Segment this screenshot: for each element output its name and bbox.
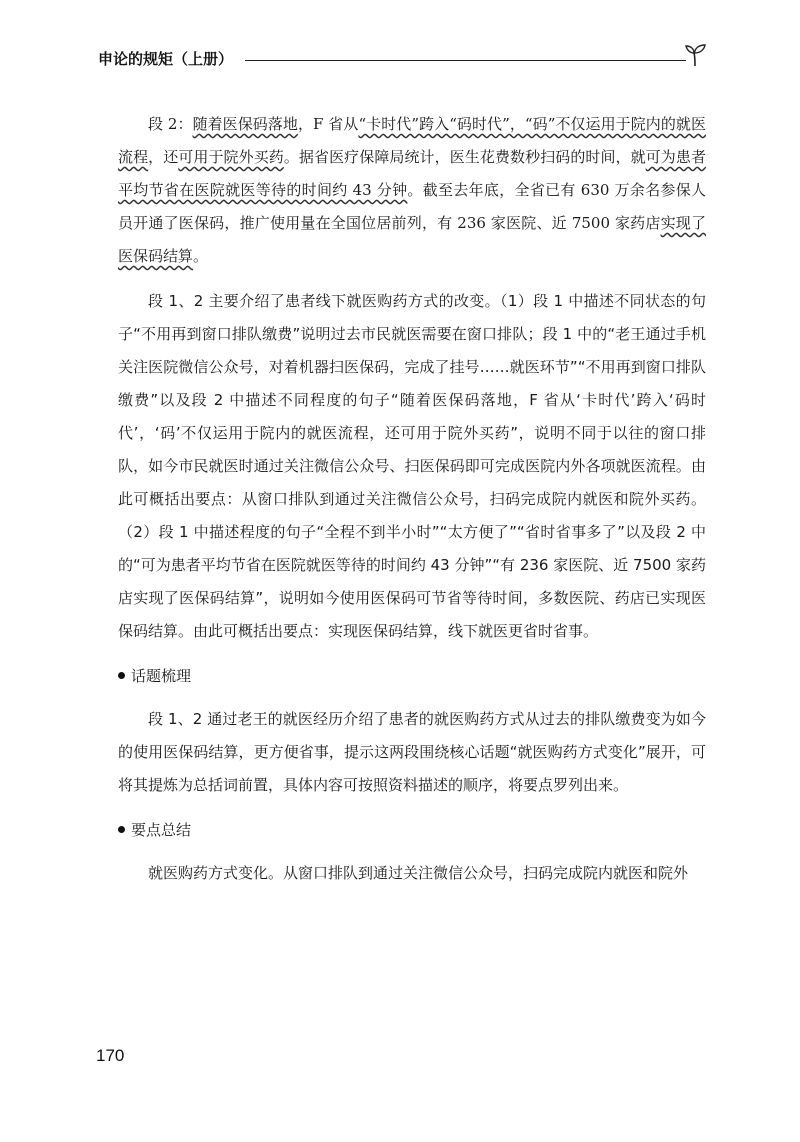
section-heading-summary <box>118 814 706 847</box>
underlined-phrase: 实现了医保码结算 <box>118 214 706 265</box>
bullet-icon <box>118 672 125 679</box>
plain-text: ，F 省从 <box>298 115 359 133</box>
running-header <box>98 42 708 72</box>
underlined-phrase: 可用于院外买药 <box>178 148 284 166</box>
paragraph-label: 段 2： <box>148 115 193 133</box>
plain-text: 。截至去年底，全省已有 630 万余名参保人员开通了医保码，推广使用量在全国位居前列，有 236 家医院、近 7500 家药店 <box>118 181 707 232</box>
underlined-phrase: 随着医保码落地 <box>192 115 298 133</box>
analysis-paragraph: 段 1、2 主要介绍了患者线下就医购药方式的改变。（1）段 1 中描述不同状态的句子“不用再到窗口排队缴费”说明过去市民就医需要在窗口排队；段 1 中的“老王通过手机关注医院微信公众号，对着机器扫医保码，完成了挂号……就医环节”“不用再到窗口排队缴费”以及段 2 中描述不同程度的句子“随着医保码落地，F 省从‘卡时代’跨入‘码时代’，‘码’不仅运用于院内的就医流程，还可用于院外买药”，说明不同于以往的窗口排队，如今市民就医时通过关注微信公众号、扫医保码即可完成医院内外各项就医流程。由此可概括出要点：从窗口排队到通过关注微信公众号，扫码完成院内就医和院外买药。（2）段 1 中描述程度的句子“全程不到半小时”“太方便了”“省时省事多了”以及段 2 中的“可为患者平均节省在医院就医等待的时间约 43 分钟”“有 236 家医院、近 7500 家药店实现了医保码结算”，说明如今使用医保码可节省等待时间，多数医院、药店已实现医保码结算。由此可概括出要点：实现医保码结算，线下就医更省时省事。 <box>118 292 706 640</box>
source-paragraph <box>118 108 706 273</box>
page-number: 170 <box>96 1046 125 1065</box>
page-body <box>118 108 706 890</box>
sprout-icon <box>682 42 708 68</box>
plain-text: ，还 <box>148 148 179 166</box>
heading-text: 要点总结 <box>131 821 192 839</box>
underlined-phrase: 可为患者平均节省在医院就医等待的时间约 43 分钟 <box>118 148 706 199</box>
summary-paragraph: 就医购药方式变化。从窗口排队到通过关注微信公众号，扫码完成院内就医和院外 <box>148 864 689 882</box>
book-title: 申论的规矩（上册） <box>98 51 234 68</box>
underlined-phrase: “卡时代”跨入“码时代”，“码”不仅运用于院内的就医流程 <box>118 115 706 166</box>
section-heading-topic <box>118 660 706 693</box>
header-rule <box>245 60 686 61</box>
heading-text: 话题梳理 <box>131 667 192 685</box>
bullet-icon <box>118 826 125 833</box>
plain-text: 。 <box>193 247 209 265</box>
plain-text: 。据省医疗保障局统计，医生花费数秒扫码的时间，就 <box>283 148 646 166</box>
topic-paragraph: 段 1、2 通过老王的就医经历介绍了患者的就医购药方式从过去的排队缴费变为如今的使用医保码结算，更方便省事，提示这两段围绕核心话题“就医购药方式变化”展开，可将其提炼为总括词前置，具体内容可按照资料描述的顺序，将要点罗列出来。 <box>118 710 706 794</box>
